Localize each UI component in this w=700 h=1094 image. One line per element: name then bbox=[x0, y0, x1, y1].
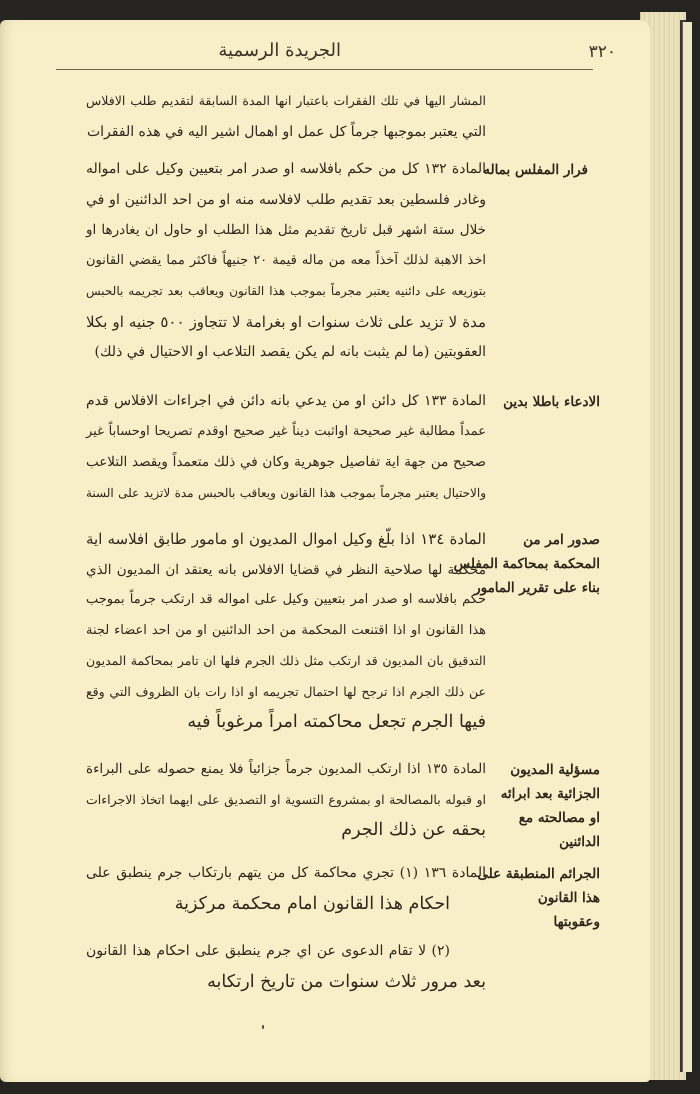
margin-note-article-134: صدور امر من المحكمة بمحاكمة المفلس بناء على تقرير المامور bbox=[453, 532, 600, 596]
text-line: خلال ستة اشهر قبل تاريخ تقديم مثل هذا الطلب او حاول ان يغادرها او bbox=[86, 222, 486, 238]
page-header bbox=[56, 38, 616, 72]
text-line: وغادر فلسطين بعد تقديم طلب لافلاسه منه او من احد الدائنين او في bbox=[86, 191, 486, 208]
header-divider bbox=[56, 69, 593, 70]
margin-note-article-133: الادعاء باطلا بدين bbox=[503, 394, 600, 410]
article-133 bbox=[86, 386, 486, 508]
text-line: المادة ١٣٤ اذا بلّغ وكيل اموال المديون او مامور طابق افلاسه اية bbox=[86, 530, 486, 548]
text-line: التي يعتبر بموجبها جرماً كل عمل او اهمال اشير اليه في هذه الفقرات bbox=[86, 123, 486, 140]
paper-speck bbox=[262, 1025, 264, 1029]
article-134 bbox=[86, 524, 486, 738]
page-stack-last-leaf bbox=[682, 22, 692, 1072]
text-line: هذا القانون او اذا اقتنعت المحكمة من احد الدائنين او من احد اعضاء لجنة bbox=[86, 622, 486, 638]
text-line: حكم بافلاسه او صدر امر بتعيين وكيل على امواله قد ارتكب جرماً بموجب bbox=[86, 592, 486, 607]
text-line: العقوبتين (ما لم يثبت بانه لم يكن يقصد التلاعب او الاحتيال في ذلك) bbox=[94, 344, 486, 360]
article-136 bbox=[86, 858, 486, 919]
text-line: صحيح من جهة اية تفاصيل جوهرية وكان في ذلك متعمداً ويقصد التلاعب bbox=[86, 454, 486, 470]
text-line: المادة ١٣٥ اذا ارتكب المديون جرماً جزائياً فلا يمنع حصوله على البراءة bbox=[86, 761, 486, 777]
text-line: والاحتيال يعتبر مجرماً بموجب هذا القانون ويعاقب بالحبس مدة لاتزيد على السنة bbox=[86, 485, 486, 500]
text-line: عن ذلك الجرم اذا ترجح لها احتمال تجريمه او اذا رات بان الظروف التي وقع bbox=[86, 683, 486, 699]
text-line: المادة ١٣٣ كل دائن او من يدعي بانه دائن في اجراءات الافلاس قدم bbox=[86, 393, 486, 409]
text-line: المادة ١٣٦ (١) تجري محاكمة كل من يتهم بارتكاب جرم ينطبق على bbox=[86, 865, 486, 881]
text-line: المشار اليها في تلك الفقرات باعتبار انها المدة السابقة لتقديم طلب الافلاس bbox=[86, 93, 486, 108]
article-136-subclause-2 bbox=[86, 936, 486, 997]
continuation-paragraph bbox=[86, 86, 486, 147]
article-132 bbox=[86, 154, 486, 368]
article-135 bbox=[86, 754, 486, 846]
margin-note-article-135: مسؤلية المديون الجزائية بعد ابرائه او مصالحته مع الدائنين bbox=[500, 762, 600, 850]
running-title: الجريدة الرسمية bbox=[218, 40, 341, 61]
text-line: عمداً مطالبة غير صحيحة اواثبت ديناً غير صحيح اوقدم تصريحا اوحساباً غير bbox=[86, 423, 486, 439]
text-line: فيها الجرم تجعل محاكمته امراً مرغوباً فيه bbox=[187, 712, 486, 732]
text-line: بعد مرور ثلاث سنوات من تاريخ ارتكابه bbox=[207, 971, 486, 992]
text-line: بحقه عن ذلك الجرم bbox=[341, 820, 486, 840]
text-line: محكمة لها صلاحية النظر في قضايا الافلاس بانه يعتقد ان المديون الذي bbox=[86, 561, 486, 578]
text-line: بتوزيعه على دائنيه يعتبر مجرماً بموجب هذا القانون ويعاقب بعد تجريمه بالحبس bbox=[86, 284, 486, 298]
text-line: المادة ١٣٢ كل من حكم بافلاسه او صدر امر بتعيين وكيل على امواله bbox=[86, 161, 486, 177]
text-line: (٢) لا تقام الدعوى عن اي جرم ينطبق على احكام هذا القانون bbox=[86, 943, 450, 959]
text-line: مدة لا تزيد على ثلاث سنوات او بغرامة لا تتجاوز ٥٠٠ جنيه او بكلا bbox=[86, 312, 486, 331]
margin-note-article-132: فرار المفلس بماله bbox=[483, 162, 588, 178]
text-line: او قبوله بالمصالحة او بمشروع التسوية او التصديق على ايهما اتخاذ الاجراءات bbox=[86, 791, 486, 807]
page-number: ٣٢٠ bbox=[588, 42, 616, 62]
margin-note-article-136: الجرائم المنطبقة على هذا القانون وعقوبتها bbox=[477, 866, 600, 930]
text-line: اخذ الاهبة لذلك آخذاً معه من ماله قيمة ٢٠ جنيهاً فاكثر مما يقضي القانون bbox=[86, 252, 486, 268]
text-line: التدقيق بان المديون قد ارتكب مثل ذلك الجرم فلها ان تامر بمحاكمة المديون bbox=[86, 653, 486, 668]
text-line: احكام هذا القانون امام محكمة مركزية bbox=[174, 893, 450, 914]
